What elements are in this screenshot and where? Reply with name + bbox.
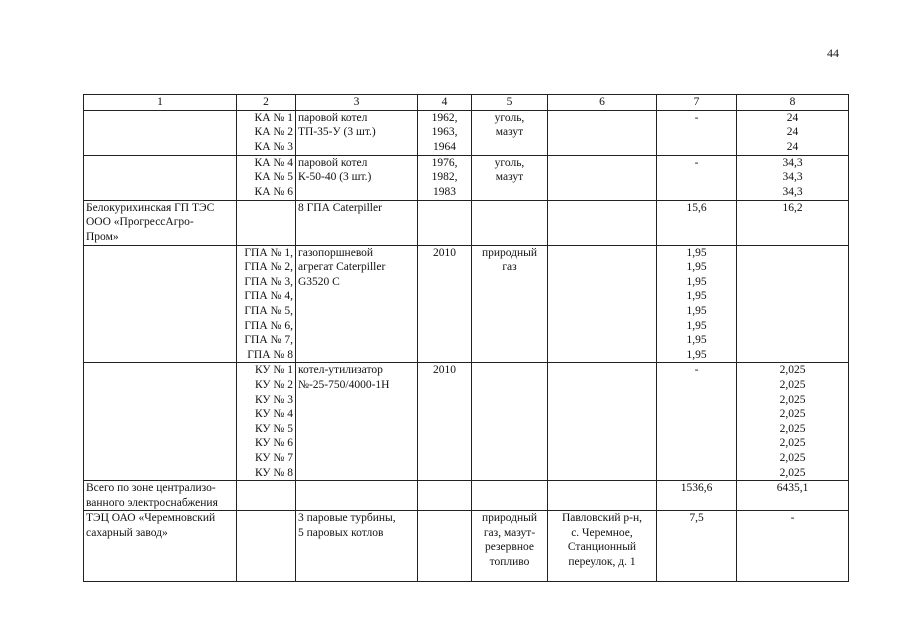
heat-cell bbox=[737, 155, 849, 200]
cell-line: ООО «ПрогрессАгро- bbox=[86, 216, 194, 229]
year-cell bbox=[418, 155, 472, 200]
unit-id-cell bbox=[237, 481, 296, 511]
year-cell bbox=[418, 481, 472, 511]
cell-line: КУ № 6 bbox=[254, 437, 293, 450]
cell-line: КУ № 7 bbox=[254, 451, 293, 464]
year-cell bbox=[418, 511, 472, 582]
cell-line: КУ № 2 bbox=[254, 378, 293, 391]
heat-cell bbox=[737, 110, 849, 155]
cell-line: переулок, д. 1 bbox=[568, 556, 636, 569]
table-row bbox=[84, 200, 849, 245]
cell-line: 24 bbox=[786, 126, 799, 139]
cell-line: КУ № 4 bbox=[254, 408, 293, 421]
heat-cell bbox=[737, 245, 849, 363]
cell-line: КУ № 8 bbox=[254, 466, 293, 479]
cell-line: Всего по зоне централизо- bbox=[86, 482, 216, 495]
cell-line: природный bbox=[481, 512, 538, 525]
fuel-cell bbox=[472, 245, 548, 363]
name-cell bbox=[84, 200, 237, 245]
address-cell bbox=[548, 245, 657, 363]
cell-line: 2,025 bbox=[779, 378, 806, 391]
cell-line: паровой котел bbox=[298, 156, 368, 169]
cell-line: G3520 C bbox=[298, 275, 340, 288]
power-cell bbox=[657, 363, 737, 481]
cell-line: уголь, bbox=[494, 156, 525, 169]
cell-line: газ, мазут- bbox=[483, 526, 536, 539]
cell-line: Пром» bbox=[86, 230, 119, 243]
fuel-cell bbox=[472, 200, 548, 245]
cell-line: 1,95 bbox=[686, 304, 707, 317]
fuel-cell bbox=[472, 511, 548, 582]
address-cell bbox=[548, 363, 657, 481]
page-number: 44 bbox=[827, 46, 839, 60]
cell-line: КУ № 5 bbox=[254, 422, 293, 435]
table-row bbox=[84, 363, 849, 481]
cell-line: мазут bbox=[495, 171, 524, 184]
year-cell bbox=[418, 110, 472, 155]
cell-line: 1536,6 bbox=[680, 482, 713, 495]
equipment-type-cell bbox=[296, 110, 418, 155]
cell-line: 1,95 bbox=[686, 275, 707, 288]
cell-line: 24 bbox=[786, 111, 799, 124]
cell-line: резервное bbox=[485, 541, 534, 554]
cell-line: ГПА № 6, bbox=[244, 319, 293, 332]
cell-line: уголь, bbox=[494, 111, 525, 124]
cell-line: 1,95 bbox=[686, 334, 707, 347]
cell-line: Станционный bbox=[567, 541, 637, 554]
header-cell: 7 bbox=[657, 95, 737, 111]
fuel-cell bbox=[472, 110, 548, 155]
cell-line: ГПА № 8 bbox=[247, 348, 293, 361]
fuel-cell bbox=[472, 155, 548, 200]
cell-line: - bbox=[790, 512, 795, 525]
name-cell bbox=[84, 363, 237, 481]
cell-line: ТЭЦ ОАО «Черемновский bbox=[86, 512, 216, 525]
cell-line: 1,95 bbox=[686, 348, 707, 361]
cell-line: котел-утилизатор bbox=[298, 364, 383, 377]
power-cell bbox=[657, 200, 737, 245]
header-cell: 4 bbox=[418, 95, 472, 111]
table-row bbox=[84, 155, 849, 200]
cell-line: сахарный завод» bbox=[86, 526, 168, 539]
cell-line: КА № 4 bbox=[254, 156, 293, 169]
cell-line: с. Черемное, bbox=[571, 526, 633, 539]
cell-line: КА № 1 bbox=[254, 111, 293, 124]
power-cell bbox=[657, 511, 737, 582]
cell-line: 6435,1 bbox=[776, 482, 809, 495]
power-cell bbox=[657, 245, 737, 363]
cell-line: ГПА № 7, bbox=[244, 334, 293, 347]
power-cell bbox=[657, 155, 737, 200]
header-cell: 6 bbox=[548, 95, 657, 111]
cell-line: 1983 bbox=[433, 185, 456, 198]
table-row bbox=[84, 110, 849, 155]
cell-line: №-25-750/4000-1Н bbox=[298, 378, 390, 391]
cell-line: КУ № 3 bbox=[254, 393, 293, 406]
heat-cell bbox=[737, 200, 849, 245]
address-cell bbox=[548, 481, 657, 511]
cell-line: 2,025 bbox=[779, 408, 806, 421]
equipment-type-cell bbox=[296, 245, 418, 363]
header-row bbox=[84, 95, 849, 111]
header-cell: 3 bbox=[296, 95, 418, 111]
cell-line: 5 паровых котлов bbox=[298, 526, 384, 539]
address-cell bbox=[548, 110, 657, 155]
cell-line: природный bbox=[481, 246, 538, 259]
cell-line: КА № 2 bbox=[254, 126, 293, 139]
cell-line: 8 ГПА Caterpiller bbox=[298, 201, 382, 214]
cell-line: 2,025 bbox=[779, 364, 806, 377]
cell-line: КА № 6 bbox=[254, 185, 293, 198]
cell-line: 1976, bbox=[431, 156, 458, 169]
heat-cell bbox=[737, 481, 849, 511]
name-cell bbox=[84, 155, 237, 200]
header-cell: 5 bbox=[472, 95, 548, 111]
unit-id-cell bbox=[237, 363, 296, 481]
cell-line: 2,025 bbox=[779, 466, 806, 479]
cell-line: 16,2 bbox=[782, 201, 803, 214]
fuel-cell bbox=[472, 363, 548, 481]
name-cell bbox=[84, 511, 237, 582]
fuel-cell bbox=[472, 481, 548, 511]
cell-line: мазут bbox=[495, 126, 524, 139]
equipment-type-cell bbox=[296, 200, 418, 245]
power-cell bbox=[657, 110, 737, 155]
cell-line: Белокурихинская ГП ТЭС bbox=[86, 201, 215, 214]
cell-line: ГПА № 5, bbox=[244, 304, 293, 317]
cell-line: 1,95 bbox=[686, 319, 707, 332]
cell-line: К-50-40 (3 шт.) bbox=[298, 171, 372, 184]
unit-id-cell bbox=[237, 110, 296, 155]
cell-line: Павловский р-н, bbox=[561, 512, 643, 525]
equipment-type-cell bbox=[296, 363, 418, 481]
cell-line: газопоршневой bbox=[298, 246, 374, 259]
cell-line: 2,025 bbox=[779, 393, 806, 406]
table-row bbox=[84, 481, 849, 511]
address-cell bbox=[548, 200, 657, 245]
cell-line: 1,95 bbox=[686, 290, 707, 303]
cell-line: 1,95 bbox=[686, 246, 707, 259]
power-cell bbox=[657, 481, 737, 511]
cell-line: КУ № 1 bbox=[254, 364, 293, 377]
cell-line: - bbox=[694, 156, 699, 169]
cell-line: 34,3 bbox=[782, 171, 803, 184]
cell-line: 1962, bbox=[431, 111, 458, 124]
name-cell bbox=[84, 245, 237, 363]
cell-line: 2,025 bbox=[779, 437, 806, 450]
cell-line: 7,5 bbox=[689, 512, 704, 525]
cell-line: 2,025 bbox=[779, 422, 806, 435]
cell-line: топливо bbox=[489, 556, 530, 569]
cell-line: 1982, bbox=[431, 171, 458, 184]
cell-line: 24 bbox=[786, 140, 799, 153]
cell-line: 1963, bbox=[431, 126, 458, 139]
equipment-type-cell bbox=[296, 155, 418, 200]
cell-line: ГПА № 1, bbox=[244, 246, 293, 259]
cell-line: 34,3 bbox=[782, 185, 803, 198]
unit-id-cell bbox=[237, 245, 296, 363]
cell-line: КА № 5 bbox=[254, 171, 293, 184]
address-cell bbox=[548, 155, 657, 200]
cell-line: 2010 bbox=[433, 364, 456, 377]
cell-line: ГПА № 4, bbox=[244, 290, 293, 303]
cell-line: паровой котел bbox=[298, 111, 368, 124]
table-row bbox=[84, 245, 849, 363]
cell-line: ТП-35-У (3 шт.) bbox=[298, 126, 376, 139]
unit-id-cell bbox=[237, 155, 296, 200]
cell-line: КА № 3 bbox=[254, 140, 293, 153]
cell-line: 3 паровые турбины, bbox=[298, 512, 396, 525]
cell-line: - bbox=[694, 364, 699, 377]
cell-line: - bbox=[694, 111, 699, 124]
address-cell bbox=[548, 511, 657, 582]
header-cell: 1 bbox=[84, 95, 237, 111]
equipment-type-cell bbox=[296, 511, 418, 582]
table-row bbox=[84, 511, 849, 582]
unit-id-cell bbox=[237, 511, 296, 582]
unit-id-cell bbox=[237, 200, 296, 245]
year-cell bbox=[418, 200, 472, 245]
year-cell bbox=[418, 363, 472, 481]
cell-line: 2,025 bbox=[779, 451, 806, 464]
cell-line: ГПА № 3, bbox=[244, 275, 293, 288]
cell-line: 2010 bbox=[433, 246, 456, 259]
cell-line: 34,3 bbox=[782, 156, 803, 169]
heat-cell bbox=[737, 363, 849, 481]
year-cell bbox=[418, 245, 472, 363]
equipment-type-cell bbox=[296, 481, 418, 511]
cell-line: агрегат Caterpiller bbox=[298, 261, 386, 274]
cell-line: 15,6 bbox=[686, 201, 707, 214]
cell-line: ГПА № 2, bbox=[244, 261, 293, 274]
heat-cell bbox=[737, 511, 849, 582]
cell-line: 1964 bbox=[433, 140, 456, 153]
equipment-table bbox=[83, 94, 849, 582]
header-cell: 2 bbox=[237, 95, 296, 111]
name-cell bbox=[84, 110, 237, 155]
cell-line: газ bbox=[502, 261, 517, 274]
cell-line: ванного электроснабжения bbox=[86, 496, 218, 509]
cell-line: 1,95 bbox=[686, 261, 707, 274]
name-cell bbox=[84, 481, 237, 511]
header-cell: 8 bbox=[737, 95, 849, 111]
